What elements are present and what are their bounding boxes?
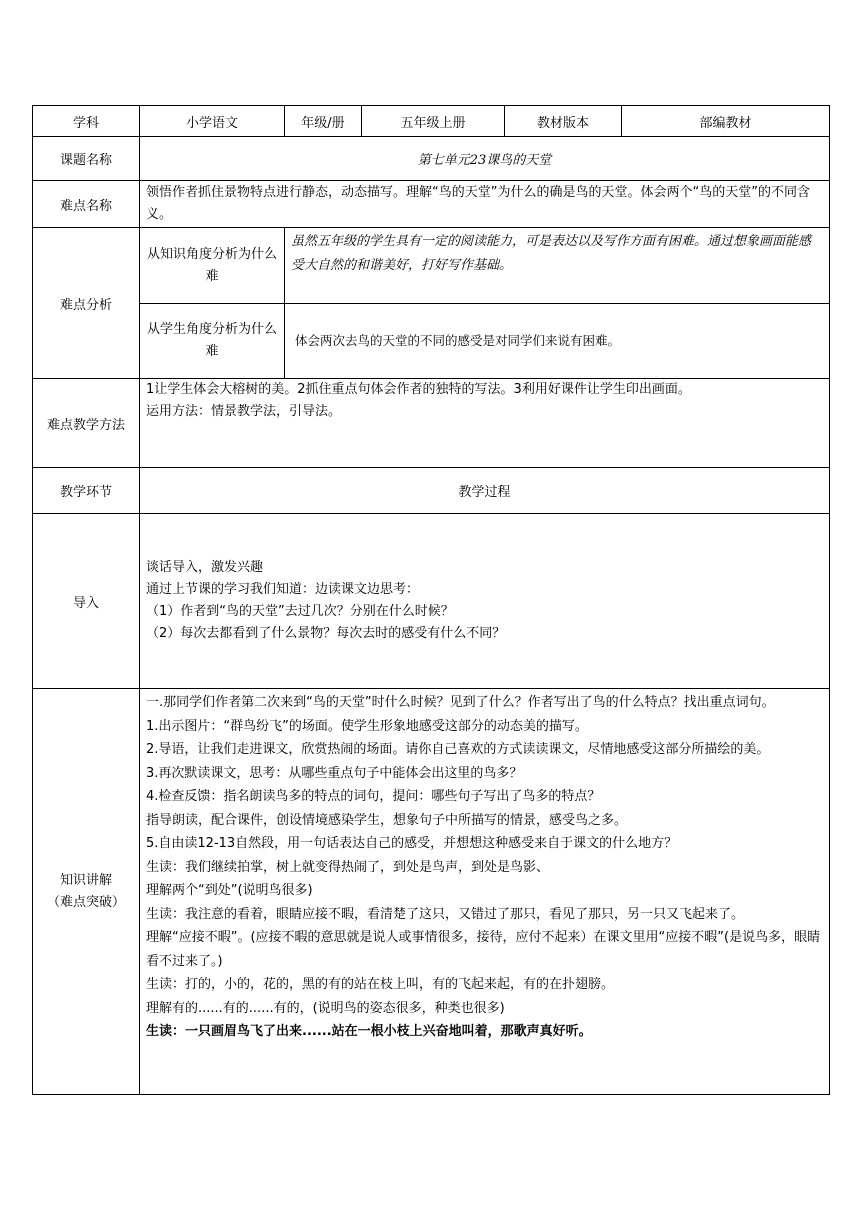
knowledge-line: 4.检查反馈：指名朗读鸟多的特点的词句，提问：哪些句子写出了鸟多的特点？ xyxy=(146,789,601,804)
knowledge-line: 生读：我注意的看着，眼睛应接不暇，看清楚了这只，又错过了那只，看见了那只，另一只又飞起来了。 xyxy=(146,906,745,922)
student-angle-label: 从学生角度分析为什么难 xyxy=(140,304,285,379)
knowledge-line: 生读：打的，小的，花的，黑的有的站在枝上叫，有的飞起来起，有的在扑翅膀。 xyxy=(146,977,615,992)
grade-value: 五年级上册 xyxy=(362,106,505,137)
teaching-method-line: 1让学生体会大榕树的美。2抓住重点句体会作者的独特的写法。3利用好课件让学生印出画面。 xyxy=(146,382,691,397)
knowledge-line: 1.出示图片：“群鸟纷飞”的场面。使学生形象地感受这部分的动态美的描写。 xyxy=(146,718,588,734)
teaching-method-label: 难点教学方法 xyxy=(33,379,140,468)
knowledge-line: 理解有的......有的......有的，(说明鸟的姿态很多，种类也很多) xyxy=(146,1000,505,1016)
intro-line: 通过上节课的学习我们知道：边读课文边思考： xyxy=(146,582,420,597)
teaching-method-row xyxy=(33,379,830,468)
knowledge-row xyxy=(33,689,830,1095)
difficulty-name-value: 领悟作者抓住景物特点进行静态，动态描写。理解“鸟的天堂”为什么的确是鸟的天堂。体会两个“鸟的天堂”的不同含义。 xyxy=(140,181,830,228)
knowledge-line: 一.那同学们作者第二次来到“鸟的天堂”时什么时候？见到了什么？作者写出了鸟的什么特点？找出重点词句。 xyxy=(146,695,775,710)
lesson-plan-table xyxy=(32,105,830,1095)
knowledge-label xyxy=(33,689,140,1095)
student-angle-value: 体会两次去鸟的天堂的不同的感受是对同学们来说有困难。 xyxy=(285,304,830,379)
intro-line: （1）作者到“鸟的天堂”去过几次？分别在什么时候？ xyxy=(146,604,454,619)
edition-value: 部编教材 xyxy=(622,106,830,137)
knowledge-line: 3.再次默读课文，思考：从哪些重点句子中能体会出这里的鸟多？ xyxy=(146,765,523,781)
intro-row xyxy=(33,514,830,689)
knowledge-line: 生读：我们继续拍掌，树上就变得热闹了，到处是鸟声，到处是鸟影、 xyxy=(146,859,550,875)
process-header-row xyxy=(33,468,830,514)
teaching-method-content xyxy=(140,379,830,468)
intro-content xyxy=(140,514,830,689)
topic-value: 第七单元23课鸟的天堂 xyxy=(140,137,830,181)
analysis-knowledge-row xyxy=(33,228,830,304)
edition-label: 教材版本 xyxy=(505,106,622,137)
topic-row xyxy=(33,137,830,181)
analysis-student-row xyxy=(33,304,830,379)
stage-column-header: 教学环节 xyxy=(33,468,140,514)
subject-label: 学科 xyxy=(33,106,140,137)
intro-line: 谈话导入，激发兴趣 xyxy=(146,560,264,575)
knowledge-line: 5.自由读12-13自然段，用一句话表达自己的感受，并想想这种感受来自于课文的什么地方？ xyxy=(146,836,678,851)
knowledge-angle-label: 从知识角度分析为什么难 xyxy=(140,228,285,304)
knowledge-line-bold: 生读：一只画眉鸟飞了出来......站在一根小枝上兴奋地叫着，那歌声真好听。 xyxy=(146,1024,592,1039)
intro-label: 导入 xyxy=(33,514,140,689)
intro-line: （2）每次去都看到了什么景物？每次去时的感受有什么不同？ xyxy=(146,626,506,641)
teaching-method-line: 运用方法：情景教学法，引导法。 xyxy=(146,404,342,419)
difficulty-name-row xyxy=(33,181,830,228)
process-column-header: 教学过程 xyxy=(140,468,830,514)
topic-label: 课题名称 xyxy=(33,137,140,181)
knowledge-content xyxy=(140,689,830,1095)
knowledge-line: 理解“应接不暇”。(应接不暇的意思就是说人或事情很多，接待，应付不起来）在课文里用“应接不暇”(是说鸟多，眼睛看不过来了。) xyxy=(146,930,821,969)
subject-value: 小学语文 xyxy=(140,106,285,137)
knowledge-label-line2: （难点突破） xyxy=(46,894,125,910)
difficulty-name-label: 难点名称 xyxy=(33,181,140,228)
knowledge-line: 2.导语，让我们走进课文，欣赏热闹的场面。请你自己喜欢的方式读读课文，尽情地感受这部分所描绘的美。 xyxy=(146,742,770,757)
knowledge-line: 理解两个“到处”(说明鸟很多) xyxy=(146,883,313,898)
grade-label: 年级/册 xyxy=(285,106,362,137)
knowledge-label-line1: 知识讲解 xyxy=(59,872,112,888)
difficulty-analysis-label: 难点分析 xyxy=(33,228,140,379)
header-row xyxy=(33,106,830,137)
knowledge-angle-value: 虽然五年级的学生具有一定的阅读能力，可是表达以及写作方面有困难。通过想象画面能感受大自然的和谐美好，打好写作基础。 xyxy=(285,228,830,304)
knowledge-line: 指导朗读，配合课件，创设情境感染学生，想象句子中所描写的情景，感受鸟之多。 xyxy=(146,812,628,828)
